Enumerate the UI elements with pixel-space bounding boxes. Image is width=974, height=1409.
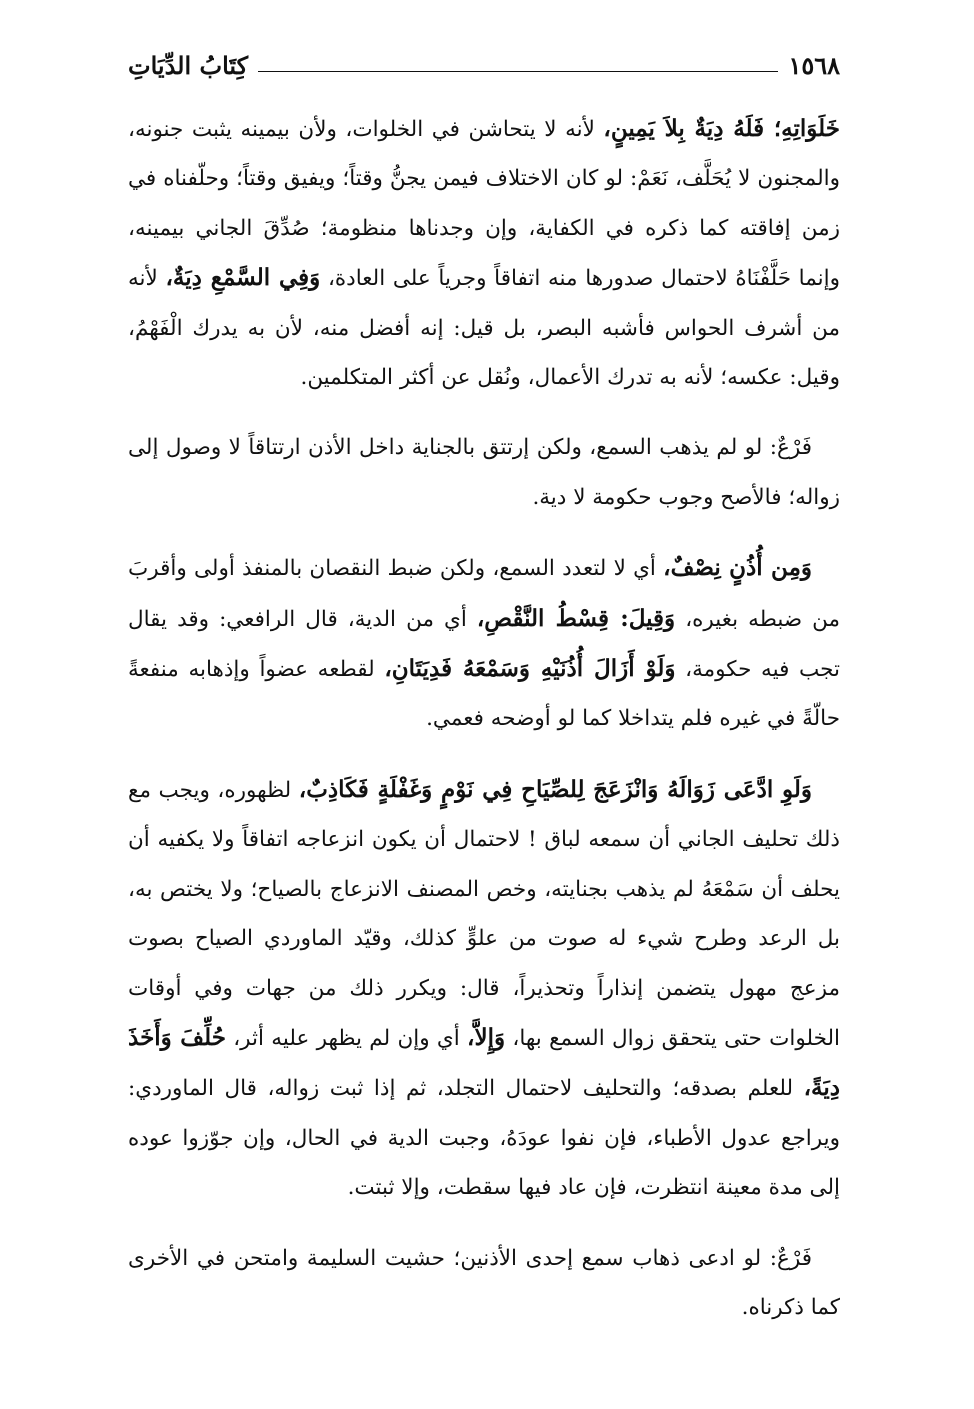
matn-text: خَلَوَاتِهِ؛ فَلَهُ دِيَةٌ بِلاَ يَمِينٍ،	[603, 115, 840, 142]
commentary-text: لأنه لا يتحاشن في الخلوات، ولأن بيمينه يثبت جنونه، والمجنون لا يُحَلَّف، نَعَمْ: لو كان الاختلاف فيمن يجنُّ وقتاً؛ ويفيق وقتاً؛ وحلّفناه في زمن إفاقته كما ذكره في الكفاية، وإن وجدناها منظومة؛ صُدِّقَ الجاني بيمينه، وإنما حَلَّفْنَاهُ لاحتمال صدورها منه اتفاقاً وجرياً على العادة،	[128, 117, 840, 292]
commentary-text: للعلم بصدقه؛ والتحليف لاحتمال التجلد، ثم إذا ثبت زواله، قال الماوردي: ويراجع عدول الأطباء، فإن نفوا عودَهُ، وجبت الدية في الحال، وإن جوّزوا عوده إلى مدة معينة انتظرت، فإن عاد فيها سقطت، وإلا ثبتت.	[128, 1076, 840, 1201]
matn-text: وَلَوِ ادَّعَى زَوَالَهُ وَانْزَعَجَ لِلصِّيَاحِ فِي نَوْمٍ وَغَفْلَةٍ فَكَاذِبٌ،	[298, 775, 812, 803]
header-rule	[258, 71, 778, 72]
commentary-text: أي من الدية، قال الرافعي: وقد يقال تجب فيه حكومة،	[128, 606, 840, 683]
page-header	[128, 40, 840, 80]
paragraph	[128, 104, 840, 402]
commentary-text: لأنه من أشرف الحواس فأشبه البصر، بل قيل: إنه أفضل منه، لأن به يدرك الْفَهْمُ، وقيل: عكسه؛ لأنه به تدرك الأعمال، ونُقل عن أكثر المتكلمين.	[128, 266, 840, 391]
page-number: ١٥٦٨	[788, 51, 840, 80]
paragraph	[128, 423, 840, 522]
commentary-text: أي وإن لم يظهر عليه أثر،	[225, 1025, 468, 1051]
commentary-text: فَرْعٌ: لو لم يذهب السمع، ولكن إرتتق بالجناية داخل الأذن ارتتاقاً لا وصول إلى زواله؛ فالأصح وجوب حكومة لا دية.	[128, 435, 840, 510]
commentary-text: لقطعه عضواً وإذهابه منفعةً حالّةً في غيره فلم يتداخلا كما لو أوضحه فعمي.	[128, 657, 840, 732]
paragraph	[128, 543, 840, 744]
matn-text: وَفِي السَّمْعِ دِيَةٌ،	[165, 264, 321, 292]
matn-text: وَمِن أُذُنٍ نِصْفٌ،	[663, 554, 812, 582]
commentary-text: فَرْعٌ: لو ادعى ذهاب سمع إحدى الأذنين؛ حشيت السليمة وامتحن في الأخرى كما ذكرناه.	[128, 1245, 840, 1320]
commentary-text: لظهوره، ويجب مع ذلك تحليف الجاني أن سمعه لباق ! لاحتمال أن يكون انزعاجه اتفاقاً ولا يكفيه أن يحلف أن سَمْعَهُ لم يذهب بجنايته، وخص المصنف الانزعاج بالصياح؛ ولا يختص به، بل الرعد وطرح شيء له صوت من علوٍّ كذلك، وقيّد الماوردي الصياح بصوت مزعج مهول يتضمن إنذاراً وتحذيراً، قال: ويكرر ذلك من جهات وفي أوقات الخلوات حتى يتحقق زوال السمع بها،	[128, 777, 840, 1051]
commentary-text: أي لا لتعدد السمع، ولكن ضبط النقصان بالمنفذ أولى وأقربَ من ضبطه بغيره،	[128, 556, 841, 632]
matn-text: وَإِلاَّ،	[467, 1023, 506, 1051]
paragraph	[128, 1234, 840, 1333]
body-text	[128, 104, 840, 1332]
matn-text: وَقِيلَ: قِسْطُ النَّقْصِ،	[476, 604, 676, 632]
book-title: كِتَابُ الدِّيَاتِ	[128, 51, 249, 80]
matn-text: وَلَوْ أَزَالَ أُذُنَيْهِ وَسَمْعَهُ فَدِيَتَانِ،	[384, 655, 676, 683]
paragraph	[128, 765, 840, 1213]
matn-text: حُلِّفَ وَأَخَذَ دِيَةً،	[128, 1023, 840, 1102]
